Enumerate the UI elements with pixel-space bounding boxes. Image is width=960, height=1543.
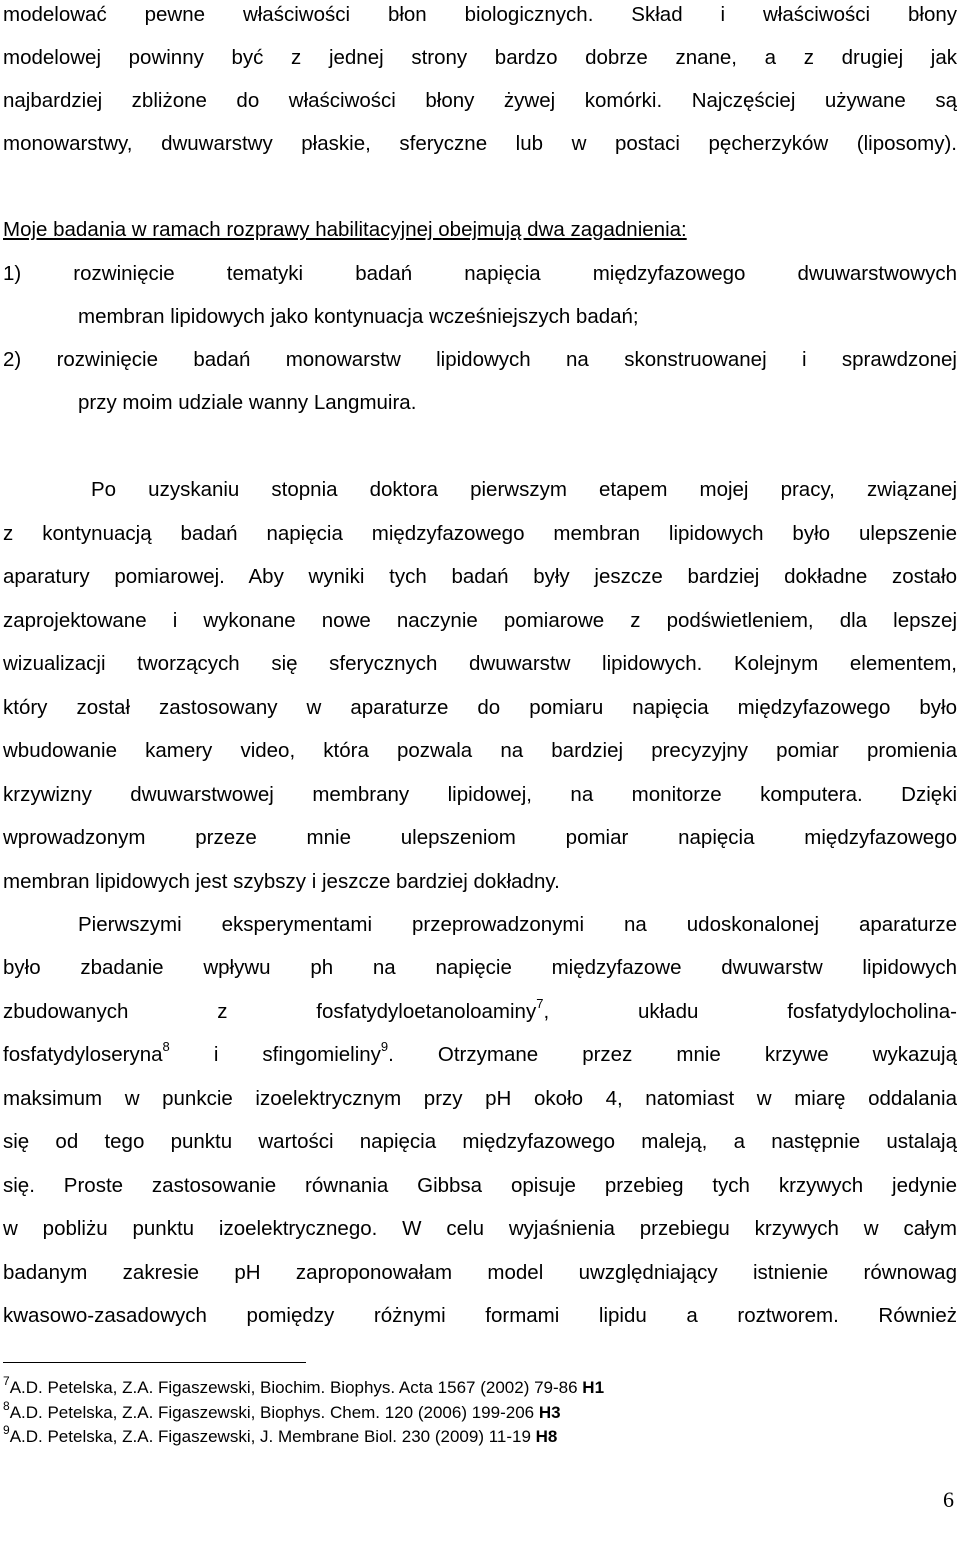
footnote-code: H8 <box>535 1427 558 1446</box>
text-segment: . Otrzymane przez mnie krzywe wykazują <box>388 1043 957 1066</box>
footnote-citation: A.D. Petelska, Z.A. Figaszewski, Biochim. Biophys. Acta 1567 (2002) 79-86 <box>9 1378 583 1397</box>
footnote-code: H3 <box>538 1403 561 1422</box>
list-item-2: 2) rozwinięcie badań monowarstw lipidowych na skonstruowanej i sprawdzonej <box>3 348 957 371</box>
paragraph-first-line: Pierwszymi eksperymentami przeprowadzonymi na udoskonalonej aparaturze <box>78 913 957 936</box>
footnote-separator <box>3 1362 306 1363</box>
paragraph-first-line: Po uzyskaniu stopnia doktora pierwszym etapem mojej pracy, związanej <box>91 478 957 501</box>
text-line: wizualizacji tworzących się sferycznych dwuwarstw lipidowych. Kolejnym elementem, <box>3 652 957 675</box>
text-line: maksimum w punkcie izoelektrycznym przy pH około 4, natomiast w miarę oddalania <box>3 1087 957 1110</box>
text-line: krzywizny dwuwarstwowej membrany lipidowej, na monitorze komputera. Dzięki <box>3 783 957 806</box>
footnote-citation: A.D. Petelska, Z.A. Figaszewski, J. Membrane Biol. 230 (2009) 11-19 <box>9 1427 536 1446</box>
text-line: wprowadzonym przeze mnie ulepszeniom pomiar napięcia międzyfazowego <box>3 826 957 849</box>
text-line: wbudowanie kamery video, która pozwala na bardziej precyzyjny pomiar promienia <box>3 739 957 762</box>
text-line: się od tego punktu wartości napięcia międzyfazowego maleją, a następnie ustalają <box>3 1130 957 1153</box>
text-line: kwasowo-zasadowych pomiędzy różnymi formami lipidu a roztworem. Również <box>3 1304 957 1327</box>
text-segment: i sfingomieliny <box>169 1043 381 1066</box>
text-line: badanym zakresie pH zaproponowałam model uwzględniający istnienie równowag <box>3 1261 957 1284</box>
text-line: było zbadanie wpływu ph na napięcie międzyfazowe dwuwarstw lipidowych <box>3 956 957 979</box>
text-segment: fosfatydyloseryna <box>3 1043 163 1066</box>
text-line: się. Proste zastosowanie równania Gibbsa opisuje przebieg tych krzywych jedynie <box>3 1174 957 1197</box>
text-line: membran lipidowych jest szybszy i jeszcze bardziej dokładny. <box>3 870 560 893</box>
text-line-with-footnote-7 <box>3 997 957 1027</box>
footnote-number: 8 <box>3 1399 10 1413</box>
text-line: modelować pewne właściwości błon biologicznych. Skład i właściwości błony <box>3 3 957 26</box>
text-line-with-footnotes-8-9 <box>3 1040 957 1070</box>
list-item-1-continuation: membran lipidowych jako kontynuacja wcześniejszych badań; <box>78 305 639 328</box>
text-segment: zbudowanych z fosfatydyloetanoloaminy <box>3 1000 537 1023</box>
page-number: 6 <box>943 1487 954 1512</box>
text-line: najbardziej zbliżone do właściwości błony żywej komórki. Najczęściej używane są <box>3 89 957 112</box>
footnote-number: 7 <box>3 1374 10 1388</box>
text-line: w pobliżu punktu izoelektrycznego. W celu wyjaśnienia przebiegu krzywych w całym <box>3 1217 957 1240</box>
text-line: modelowej powinny być z jednej strony bardzo dobrze znane, a z drugiej jak <box>3 46 957 69</box>
text-segment: , układu fosfatydylocholina- <box>543 1000 957 1023</box>
text-line: aparatury pomiarowej. Aby wyniki tych badań były jeszcze bardziej dokładne zostało <box>3 565 957 588</box>
footnote-9 <box>3 1425 557 1449</box>
footnote-ref-9: 9 <box>380 1040 389 1054</box>
footnote-code: H1 <box>582 1378 605 1397</box>
footnote-ref-8: 8 <box>162 1040 170 1054</box>
text-line: monowarstwy, dwuwarstwy płaskie, sferyczne lub w postaci pęcherzyków (liposomy). <box>3 132 957 155</box>
footnote-8 <box>3 1401 561 1425</box>
footnote-number: 9 <box>3 1423 10 1437</box>
list-item-1: 1) rozwinięcie tematyki badań napięcia międzyfazowego dwuwarstwowych <box>3 262 957 285</box>
text-line: który został zastosowany w aparaturze do pomiaru napięcia międzyfazowego było <box>3 696 957 719</box>
text-line: z kontynuacją badań napięcia międzyfazowego membran lipidowych było ulepszenie <box>3 522 957 545</box>
text-line: zaprojektowane i wykonane nowe naczynie pomiarowe z podświetleniem, dla lepszej <box>3 609 957 632</box>
list-item-2-continuation: przy moim udziale wanny Langmuira. <box>78 391 417 414</box>
footnote-7 <box>3 1376 604 1400</box>
footnote-citation: A.D. Petelska, Z.A. Figaszewski, Biophys. Chem. 120 (2006) 199-206 <box>9 1403 539 1422</box>
research-topics-heading: Moje badania w ramach rozprawy habilitacyjnej obejmują dwa zagadnienia: <box>3 218 687 241</box>
footnote-ref-7: 7 <box>536 997 544 1011</box>
